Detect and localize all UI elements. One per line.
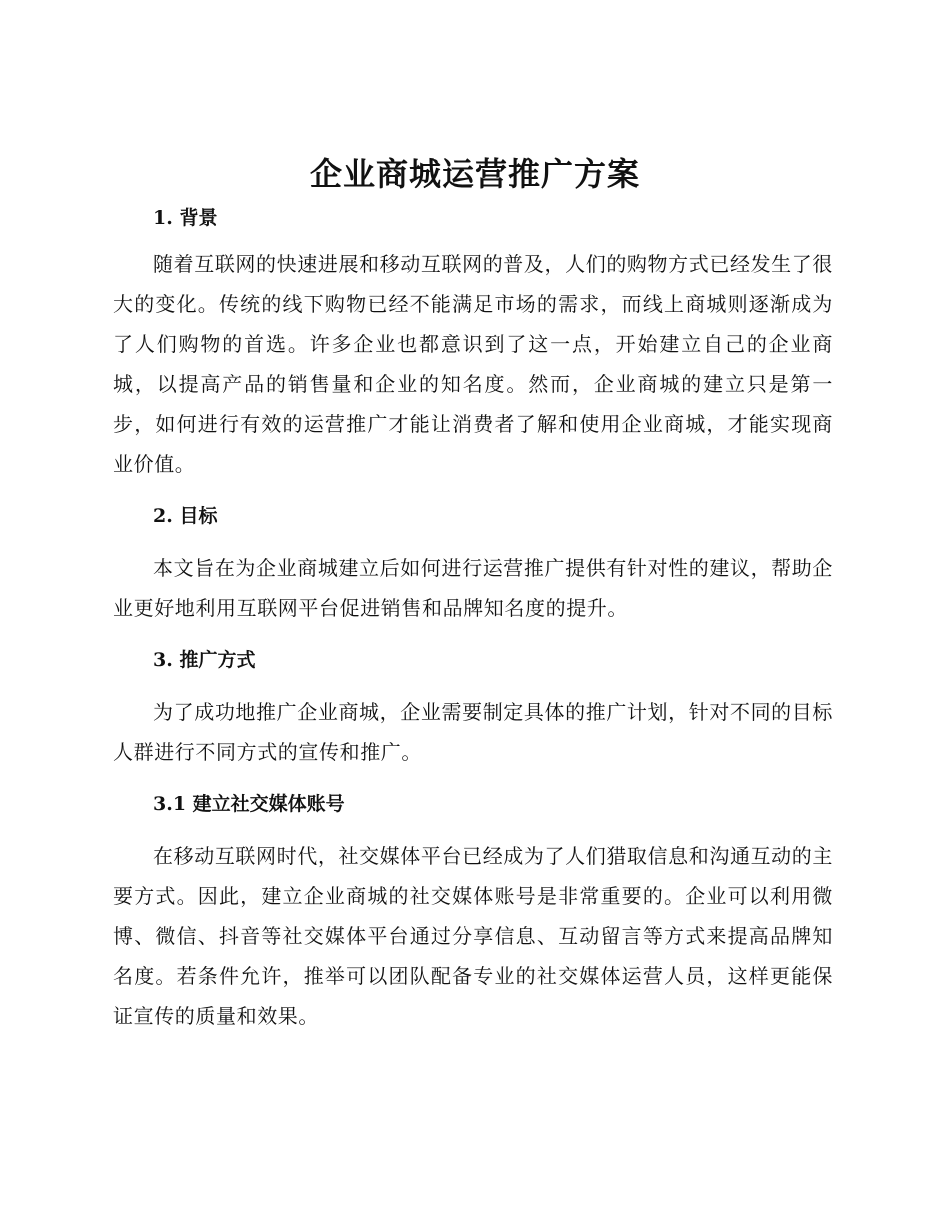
section-heading-promotion: 3. 推广方式 — [153, 649, 256, 671]
paragraph-goal: 本文旨在为企业商城建立后如何进行运营推广提供有针对性的建议，帮助企业更好地利用互联网平台促进销售和品牌知名度的提升。 — [113, 556, 833, 620]
section-heading-goal: 2. 目标 — [153, 505, 218, 527]
paragraph-promotion: 为了成功地推广企业商城，企业需要制定具体的推广计划，针对不同的目标人群进行不同方式的宣传和推广。 — [113, 700, 833, 764]
document-title: 企业商城运营推广方案 — [309, 155, 640, 193]
section-heading-background: 1. 背景 — [153, 207, 218, 229]
section-heading-social-media: 3.1 建立社交媒体账号 — [153, 793, 345, 815]
document-body — [113, 200, 833, 1036]
paragraph-social-media: 在移动互联网时代，社交媒体平台已经成为了人们猎取信息和沟通互动的主要方式。因此，建立企业商城的社交媒体账号是非常重要的。企业可以利用微博、微信、抖音等社交媒体平台通过分享信息、互动留言等方式来提高品牌知名度。若条件允许，推举可以团队配备专业的社交媒体运营人员，这样更能保证宣传的质量和效果。 — [113, 844, 833, 1028]
paragraph-background: 随着互联网的快速进展和移动互联网的普及，人们的购物方式已经发生了很大的变化。传统的线下购物已经不能满足市场的需求，而线上商城则逐渐成为了人们购物的首选。许多企业也都意识到了这一点，开始建立自己的企业商城，以提高产品的销售量和企业的知名度。然而，企业商城的建立只是第一步，如何进行有效的运营推广才能让消费者了解和使用企业商城，才能实现商业价值。 — [113, 252, 833, 476]
